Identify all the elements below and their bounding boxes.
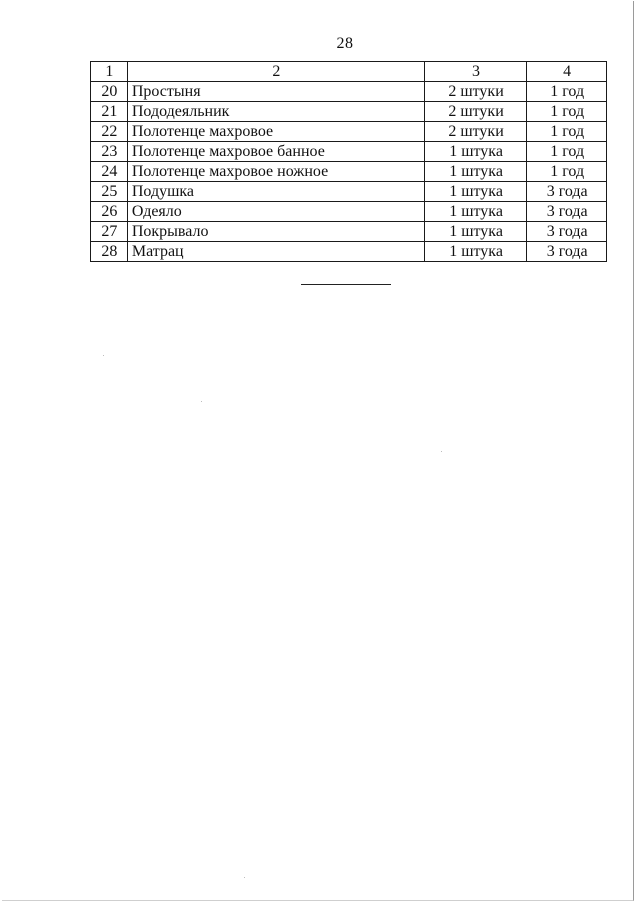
scan-speck — [244, 877, 245, 878]
item-term: 1 год — [527, 162, 607, 182]
table-row — [91, 102, 607, 122]
table-row — [91, 242, 607, 262]
item-quantity: 1 штука — [424, 162, 527, 182]
item-term: 3 года — [527, 202, 607, 222]
item-term: 3 года — [527, 182, 607, 202]
item-name: Подушка — [127, 182, 424, 202]
item-name: Пододеяльник — [127, 102, 424, 122]
row-number: 27 — [91, 222, 128, 242]
row-number: 25 — [91, 182, 128, 202]
row-number: 20 — [91, 82, 128, 102]
item-quantity: 1 штука — [424, 202, 527, 222]
item-quantity: 2 штуки — [424, 82, 527, 102]
row-number: 21 — [91, 102, 128, 122]
item-quantity: 1 штука — [424, 142, 527, 162]
end-of-table-rule — [301, 284, 391, 285]
row-number: 28 — [91, 242, 128, 262]
table-row — [91, 82, 607, 102]
items-table — [90, 61, 607, 262]
row-number: 22 — [91, 122, 128, 142]
table-row — [91, 162, 607, 182]
item-name: Полотенце махровое банное — [127, 142, 424, 162]
item-term: 1 год — [527, 142, 607, 162]
item-term: 1 год — [527, 122, 607, 142]
item-name: Полотенце махровое ножное — [127, 162, 424, 182]
item-name: Матрац — [127, 242, 424, 262]
scan-speck — [103, 355, 104, 356]
item-term: 1 год — [527, 82, 607, 102]
item-name: Покрывало — [127, 222, 424, 242]
row-number: 26 — [91, 202, 128, 222]
table-row — [91, 142, 607, 162]
scan-speck — [441, 451, 442, 452]
column-header-2: 2 — [127, 62, 424, 82]
row-number: 24 — [91, 162, 128, 182]
item-term: 3 года — [527, 222, 607, 242]
item-term: 1 год — [527, 102, 607, 122]
item-quantity: 2 штуки — [424, 102, 527, 122]
table-row — [91, 202, 607, 222]
page-number: 28 — [336, 35, 354, 52]
column-header-1: 1 — [91, 62, 128, 82]
table-row — [91, 222, 607, 242]
item-quantity: 2 штуки — [424, 122, 527, 142]
item-quantity: 1 штука — [424, 222, 527, 242]
table-row — [91, 182, 607, 202]
item-name: Полотенце махровое — [127, 122, 424, 142]
column-header-4: 4 — [527, 62, 607, 82]
column-header-3: 3 — [424, 62, 527, 82]
scan-speck — [201, 401, 202, 402]
item-quantity: 1 штука — [424, 242, 527, 262]
item-name: Одеяло — [127, 202, 424, 222]
item-term: 3 года — [527, 242, 607, 262]
item-quantity: 1 штука — [424, 182, 527, 202]
table-header-row — [91, 62, 607, 82]
table-row — [91, 122, 607, 142]
row-number: 23 — [91, 142, 128, 162]
item-name: Простыня — [127, 82, 424, 102]
